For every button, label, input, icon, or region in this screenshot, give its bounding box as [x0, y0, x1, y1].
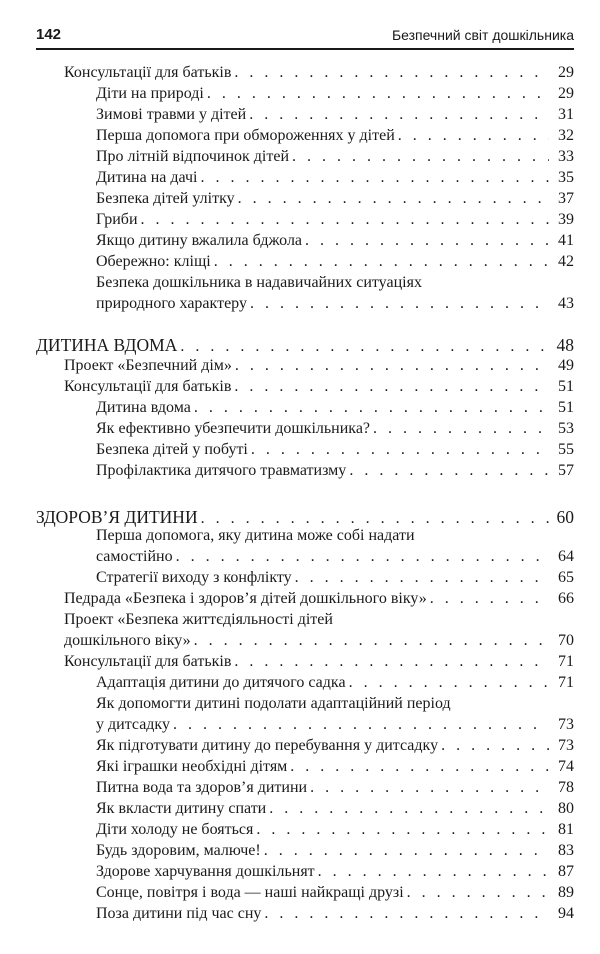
toc-entry-title: Як вкласти дитину спати	[96, 800, 267, 817]
leader-dots	[250, 292, 549, 316]
toc-entry-title: Зимові травми у дітей	[96, 106, 247, 123]
toc-entry-title: Перша допомога при обмороженнях у дітей	[96, 127, 395, 144]
toc-entry-page: 41	[558, 232, 574, 249]
toc-entry	[36, 271, 574, 319]
toc-entry-title: Діти на природі	[96, 85, 204, 102]
toc-entry-page: 29	[558, 85, 574, 102]
toc-entry-title: Консультації для батьків	[64, 378, 232, 395]
toc-entry-page: 37	[558, 190, 574, 207]
toc-entry-title: у дитсадку	[96, 716, 170, 733]
toc-entry	[36, 608, 574, 656]
toc-entry	[36, 692, 574, 740]
toc-section-title: ЗДОРОВ’Я ДИТИНИ	[36, 507, 198, 527]
toc-entry-page: 73	[558, 716, 574, 733]
toc-entry	[36, 902, 574, 926]
toc-entry-title: Безпека дітей улітку	[96, 190, 235, 207]
leader-dots	[264, 902, 549, 926]
toc-entry-page: 43	[558, 295, 574, 312]
toc-entry-title: Сонце, повітря і вода — наші найкращі друзі	[96, 884, 404, 901]
toc-entry-title: Проект «Безпечний дім»	[64, 357, 232, 374]
toc-entry-title: дошкільного віку»	[64, 632, 191, 649]
toc-entry-page: 60	[556, 507, 574, 527]
toc-entry-title: Діти холоду не бояться	[96, 821, 254, 838]
toc-entry-page: 51	[558, 378, 574, 395]
toc-entry-page: 33	[558, 148, 574, 165]
toc-entry-title: природного характеру	[96, 295, 247, 312]
toc-entry-title: Консультації для батьків	[64, 64, 232, 81]
toc-entry-page: 71	[558, 653, 574, 670]
toc-entry-title: Якщо дитину вжалила бджола	[96, 232, 303, 249]
toc-entry-page: 81	[558, 821, 574, 838]
toc-entry-title: Дитина вдома	[96, 399, 191, 416]
toc-entry-page: 71	[558, 674, 574, 691]
toc-entry-title: Гриби	[96, 211, 138, 228]
toc-entry-title: Стратегії виходу з конфлікту	[96, 569, 292, 586]
leader-dots	[349, 459, 549, 483]
toc-entry-page: 73	[558, 737, 574, 754]
toc-entry-title: Здорове харчування дошкільнят	[96, 863, 315, 880]
toc-entry-title: Безпека дітей у побуті	[96, 441, 248, 458]
toc-entry-title: Будь здоровим, малюче!	[96, 842, 261, 859]
toc-entry-page: 89	[558, 884, 574, 901]
toc-entry-page: 32	[558, 127, 574, 144]
toc-entry-title: Педрада «Безпека і здоров’я дітей дошкільного віку»	[64, 590, 427, 607]
toc-entry-page: 74	[558, 758, 574, 775]
toc-entry-page: 83	[558, 842, 574, 859]
toc-entry-page: 48	[556, 335, 574, 355]
running-title: Безпечний світ дошкільника	[391, 27, 574, 43]
toc-entry-page: 70	[558, 632, 574, 649]
toc-entry-page: 80	[558, 800, 574, 817]
toc-entry-title: Обережно: кліщі	[96, 253, 211, 270]
toc-entry-page: 49	[558, 357, 574, 374]
toc-entry	[36, 459, 574, 483]
toc-entry-title: Як підготувати дитину до перебування у дитсадку	[96, 737, 439, 754]
toc-entry-title-line1: Перша допомога, яку дитина може собі надати	[96, 527, 415, 544]
toc-entry-page: 66	[558, 590, 574, 607]
toc-entry-title: Питна вода та здоров’я дитини	[96, 779, 308, 796]
toc-entry-title: Дитина на дачі	[96, 169, 198, 186]
toc-entry-page: 35	[558, 169, 574, 186]
table-of-contents	[36, 0, 574, 954]
toc-entry-page: 78	[558, 779, 574, 796]
toc-entry-title-line1: Безпека дошкільника в надавичайних ситуаціях	[96, 274, 422, 291]
toc-entry-page: 94	[558, 905, 574, 922]
toc-entry-page: 55	[558, 441, 574, 458]
toc-entry-title-line1: Як допомогти дитині подолати адаптаційний період	[96, 695, 451, 712]
toc-entry-page: 57	[558, 462, 574, 479]
toc-entry-page: 31	[558, 106, 574, 123]
toc-entry-page: 42	[558, 253, 574, 270]
toc-entry-title: Поза дитини під час сну	[96, 905, 262, 922]
toc-entry-page: 29	[558, 64, 574, 81]
toc-entry	[36, 524, 574, 572]
toc-entry-title: Про літній відпочинок дітей	[96, 148, 290, 165]
toc-entry-title: Консультації для батьків	[64, 653, 232, 670]
toc-entry-page: 53	[558, 420, 574, 437]
page-number: 142	[36, 26, 62, 43]
toc-entry-page: 51	[558, 399, 574, 416]
toc-entry-page: 39	[558, 211, 574, 228]
toc-entry-title: самостійно	[96, 548, 173, 565]
toc-entry-title: Профілактика дитячого травматизму	[96, 462, 347, 479]
toc-entry-title-line1: Проект «Безпека життєдіяльності дітей	[64, 611, 333, 628]
toc-entry-title: Як ефективно убезпечити дошкільника?	[96, 420, 371, 437]
toc-entry-page: 87	[558, 863, 574, 880]
toc-entry-page: 65	[558, 569, 574, 586]
toc-section-title: ДИТИНА ВДОМА	[36, 335, 178, 355]
toc-entry-page: 64	[558, 548, 574, 565]
toc-entry-title: Які іграшки необхідні дітям	[96, 758, 288, 775]
toc-entry-title: Адаптація дитини до дитячого садка	[96, 674, 346, 691]
